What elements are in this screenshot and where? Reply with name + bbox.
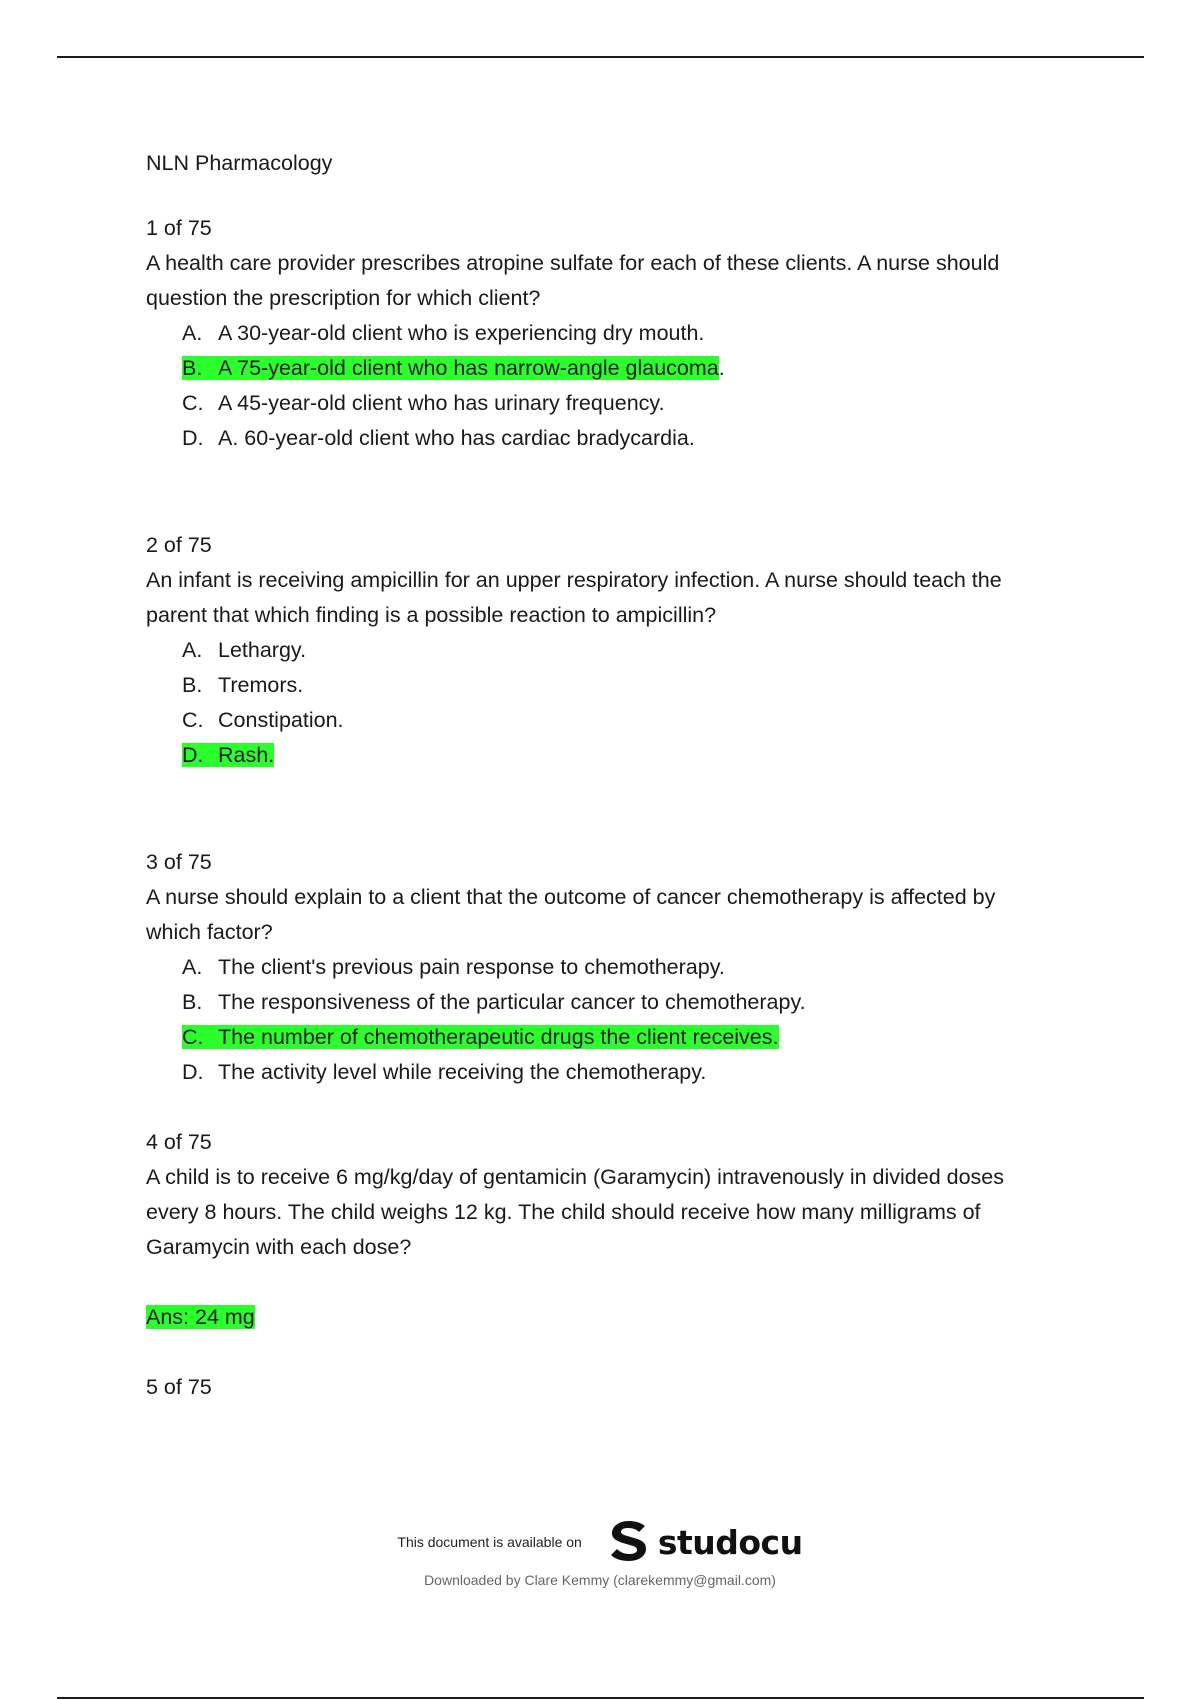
question-line: parent that which finding is a possible reaction to ampicillin?: [146, 603, 717, 627]
option-letter: D.: [182, 743, 204, 767]
option-letter: C.: [182, 1025, 204, 1049]
footer: [0, 1512, 1200, 1588]
option-letter: C.: [182, 391, 204, 415]
option-trailing-period: .: [718, 356, 725, 380]
option-a: [182, 316, 1086, 351]
option-b: [182, 668, 1086, 703]
option-d: [182, 1055, 1086, 1090]
highlighted-answer: Ans: 24 mg: [146, 1305, 255, 1329]
option-b: [182, 985, 1086, 1020]
option-text: The responsiveness of the particular cancer to chemotherapy.: [218, 990, 806, 1014]
option-list: [146, 950, 1086, 1090]
question-number: 4 of 75: [146, 1130, 212, 1154]
option-list: [146, 633, 1086, 773]
question-line: A nurse should explain to a client that the outcome of cancer chemotherapy is affected by: [146, 885, 996, 909]
option-c: [182, 386, 1086, 421]
availability-text: This document is available on: [397, 1534, 582, 1550]
studocu-logo-icon: [606, 1517, 652, 1568]
option-letter: C.: [182, 708, 204, 732]
highlighted-answer: [182, 743, 274, 767]
option-text: The activity level while receiving the chemotherapy.: [218, 1060, 707, 1084]
question-number: 2 of 75: [146, 533, 212, 557]
option-letter: D.: [182, 1060, 204, 1084]
question-number: 3 of 75: [146, 850, 212, 874]
downloaded-by-text: Downloaded by Clare Kemmy (clarekemmy@gmail.com): [424, 1572, 776, 1588]
option-text: The number of chemotherapeutic drugs the client receives.: [218, 1025, 779, 1049]
option-b: [182, 351, 1086, 386]
option-c: [182, 1020, 1086, 1055]
option-text: The client's previous pain response to chemotherapy.: [218, 955, 725, 979]
question-3: [146, 845, 1086, 1090]
question-1: [146, 211, 1086, 456]
option-a: [182, 950, 1086, 985]
question-text: [146, 563, 1086, 633]
question-line: which factor?: [146, 920, 273, 944]
option-list: [146, 316, 1086, 456]
footer-availability: [0, 1512, 1200, 1572]
question-line: question the prescription for which client?: [146, 286, 541, 310]
question-number: 1 of 75: [146, 216, 212, 240]
option-letter: A.: [182, 955, 203, 979]
option-text: Rash.: [218, 743, 275, 767]
question-5: [146, 1370, 1086, 1405]
option-text: A 75-year-old client who has narrow-angle glaucoma: [218, 356, 719, 380]
question-line: A child is to receive 6 mg/kg/day of gentamicin (Garamycin) intravenously in divided doses: [146, 1165, 1005, 1189]
option-letter: B.: [182, 673, 203, 697]
brand-name: studocu: [657, 1522, 803, 1562]
question-text: [146, 246, 1086, 316]
top-rule: [57, 56, 1144, 58]
question-number: 5 of 75: [146, 1375, 212, 1399]
question-line: A health care provider prescribes atropine sulfate for each of these clients. A nurse should: [146, 251, 1000, 275]
option-a: [182, 633, 1086, 668]
studocu-link[interactable]: [606, 1517, 803, 1568]
option-letter: B.: [182, 356, 203, 380]
option-text: A 30-year-old client who is experiencing dry mouth.: [218, 321, 705, 345]
question-line: every 8 hours. The child weighs 12 kg. The child should receive how many milligrams of: [146, 1200, 981, 1224]
highlighted-answer: [182, 1025, 779, 1049]
document-body: [146, 146, 1086, 1405]
question-4: [146, 1125, 1086, 1335]
question-text: [146, 1160, 1086, 1265]
option-c: [182, 703, 1086, 738]
bottom-rule: [57, 1697, 1144, 1699]
highlighted-answer: [182, 356, 719, 380]
document-title: NLN Pharmacology: [146, 151, 333, 175]
question-line: Garamycin with each dose?: [146, 1235, 412, 1259]
option-letter: D.: [182, 426, 204, 450]
question-line: An infant is receiving ampicillin for an upper respiratory infection. A nurse should teach the: [146, 568, 1002, 592]
option-letter: A.: [182, 638, 203, 662]
question-2: [146, 528, 1086, 773]
option-text: A. 60-year-old client who has cardiac bradycardia.: [218, 426, 695, 450]
option-letter: A.: [182, 321, 203, 345]
option-text: Lethargy.: [218, 638, 307, 662]
option-text: A 45-year-old client who has urinary frequency.: [218, 391, 665, 415]
option-d: [182, 421, 1086, 456]
option-text: Tremors.: [218, 673, 304, 697]
question-text: [146, 880, 1086, 950]
option-d: [182, 738, 1086, 773]
option-text: Constipation.: [218, 708, 344, 732]
answer-line: [146, 1300, 1086, 1335]
option-letter: B.: [182, 990, 203, 1014]
